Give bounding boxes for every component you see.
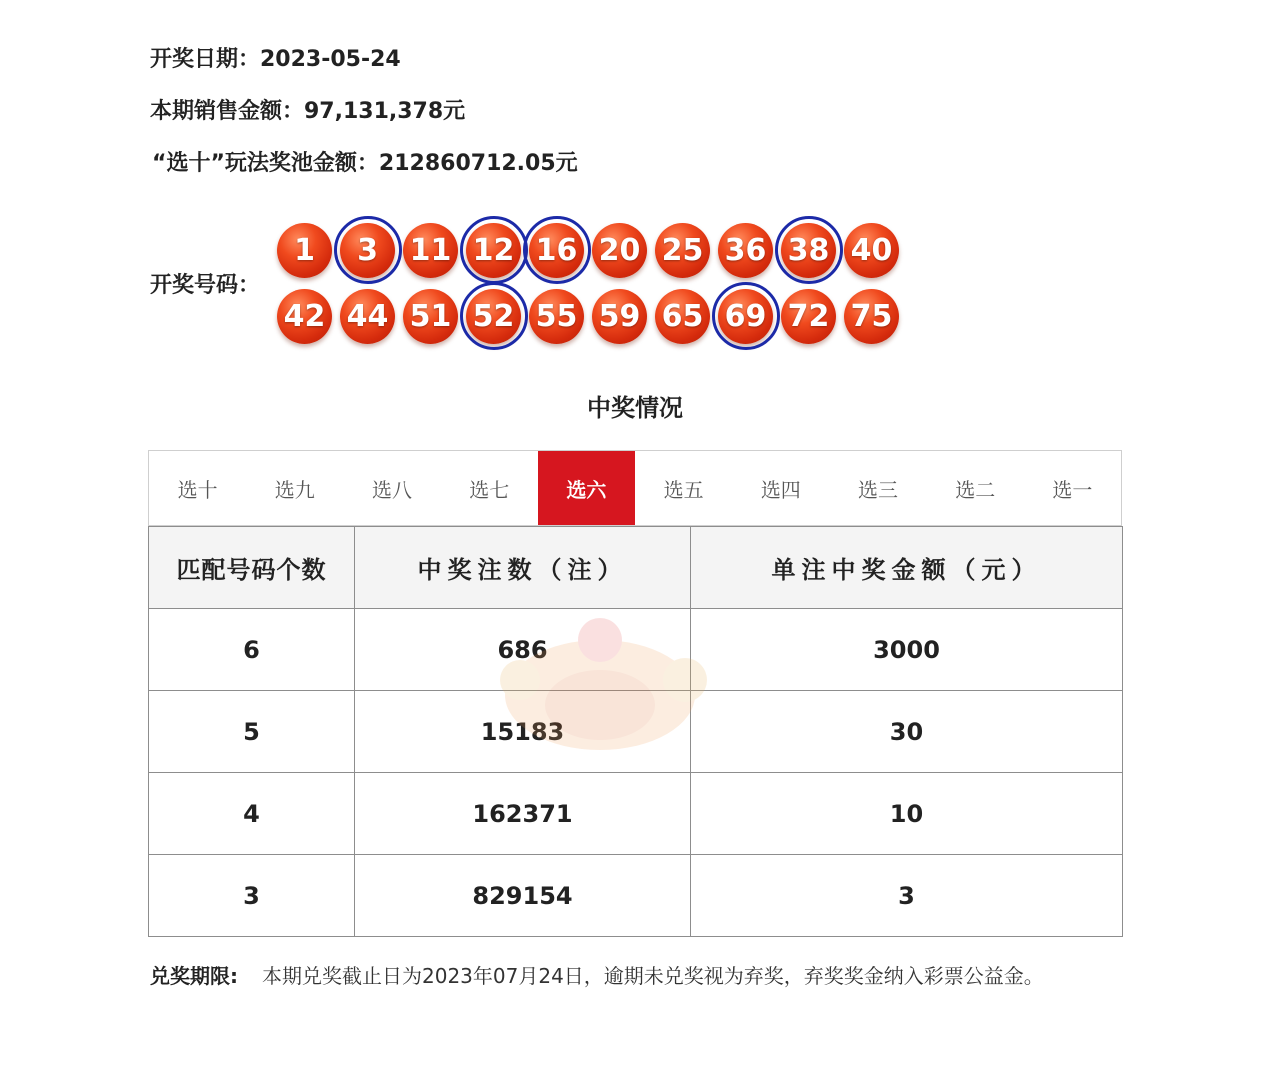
cell-winning-bets: 829154 [355, 855, 691, 937]
cell-match-count: 6 [149, 609, 355, 691]
tab-select-5[interactable]: 选五 [663, 477, 704, 502]
note-text: 本期兑奖截止日为2023年07月24日，逾期未兑奖视为弃奖，弃奖奖金纳入彩票公益金。 [262, 964, 1044, 988]
draw-date: 开奖日期：2023-05-24 [150, 47, 401, 72]
ball-number: 11 [403, 223, 458, 278]
redemption-note [150, 960, 1110, 992]
cell-winning-bets: 162371 [355, 773, 691, 855]
ball [778, 220, 841, 284]
ball-number: 59 [592, 289, 647, 344]
sales-amount: 本期销售金额：97,131,378元 [150, 99, 466, 124]
ball [652, 286, 715, 350]
ball-number: 52 [466, 289, 521, 344]
ball-number: 16 [529, 223, 584, 278]
play-type-tabs [148, 450, 1122, 526]
section-title: 中奖情况 [587, 394, 683, 422]
cell-winning-bets: 686 [355, 609, 691, 691]
ball [274, 286, 337, 350]
ball [337, 286, 400, 350]
table-row [149, 691, 1123, 773]
ball-number: 25 [655, 223, 710, 278]
cell-prize-amount: 30 [691, 691, 1123, 773]
note-label: 兑奖期限: [150, 964, 238, 988]
ball [337, 220, 400, 284]
ball-number: 44 [340, 289, 395, 344]
ball [841, 220, 904, 284]
cell-match-count: 3 [149, 855, 355, 937]
ball [400, 286, 463, 350]
ball-number: 12 [466, 223, 521, 278]
ball-number: 3 [340, 223, 395, 278]
tab-select-6[interactable]: 选六 [538, 451, 635, 525]
ball-number: 65 [655, 289, 710, 344]
ball [778, 286, 841, 350]
ball-number: 72 [781, 289, 836, 344]
tab-select-4[interactable]: 选四 [760, 477, 801, 502]
draw-numbers [274, 220, 914, 352]
tab-select-8[interactable]: 选八 [372, 477, 412, 502]
cell-match-count: 4 [149, 773, 355, 855]
ball [526, 286, 589, 350]
table-row [149, 609, 1123, 691]
ball [841, 286, 904, 350]
ball [589, 220, 652, 284]
match-ring [460, 282, 528, 350]
ball [400, 220, 463, 284]
tab-select-10[interactable]: 选十 [177, 477, 218, 502]
ball [463, 286, 526, 350]
tab-select-9[interactable]: 选九 [274, 477, 315, 502]
ball [652, 220, 715, 284]
table-header-row [149, 527, 1123, 609]
ball-number: 55 [529, 289, 584, 344]
tab-select-3[interactable]: 选三 [858, 477, 899, 502]
match-ring [460, 216, 528, 284]
ball-number: 51 [403, 289, 458, 344]
pool-amount: “选十”玩法奖池金额：212860712.05元 [152, 151, 578, 176]
match-ring [775, 216, 843, 284]
ball-number: 38 [781, 223, 836, 278]
ball-row-1 [274, 220, 914, 286]
table-row [149, 855, 1123, 937]
ball-number: 36 [718, 223, 773, 278]
match-ring [523, 216, 591, 284]
header-match-count: 匹配号码个数 [149, 527, 355, 609]
cell-prize-amount: 3000 [691, 609, 1123, 691]
ball [463, 220, 526, 284]
ball [715, 220, 778, 284]
cell-prize-amount: 10 [691, 773, 1123, 855]
prize-table [148, 526, 1123, 937]
ball-number: 40 [844, 223, 899, 278]
ball-number: 75 [844, 289, 899, 344]
header-winning-bets: 中奖注数（注） [355, 527, 691, 609]
ball [274, 220, 337, 284]
tab-select-2[interactable]: 选二 [955, 477, 996, 502]
ball [526, 220, 589, 284]
cell-prize-amount: 3 [691, 855, 1123, 937]
match-ring [712, 282, 780, 350]
header-prize-amount: 单注中奖金额（元） [691, 527, 1123, 609]
cell-winning-bets: 15183 [355, 691, 691, 773]
ball-number: 1 [277, 223, 332, 278]
ball-number: 69 [718, 289, 773, 344]
ball-row-2 [274, 286, 914, 352]
ball-number: 20 [592, 223, 647, 278]
tab-select-1[interactable]: 选一 [1052, 477, 1093, 502]
ball-number: 42 [277, 289, 332, 344]
draw-numbers-label: 开奖号码： [150, 273, 261, 298]
table-row [149, 773, 1123, 855]
ball [715, 286, 778, 350]
ball [589, 286, 652, 350]
cell-match-count: 5 [149, 691, 355, 773]
tab-select-7[interactable]: 选七 [469, 477, 510, 502]
match-ring [334, 216, 402, 284]
